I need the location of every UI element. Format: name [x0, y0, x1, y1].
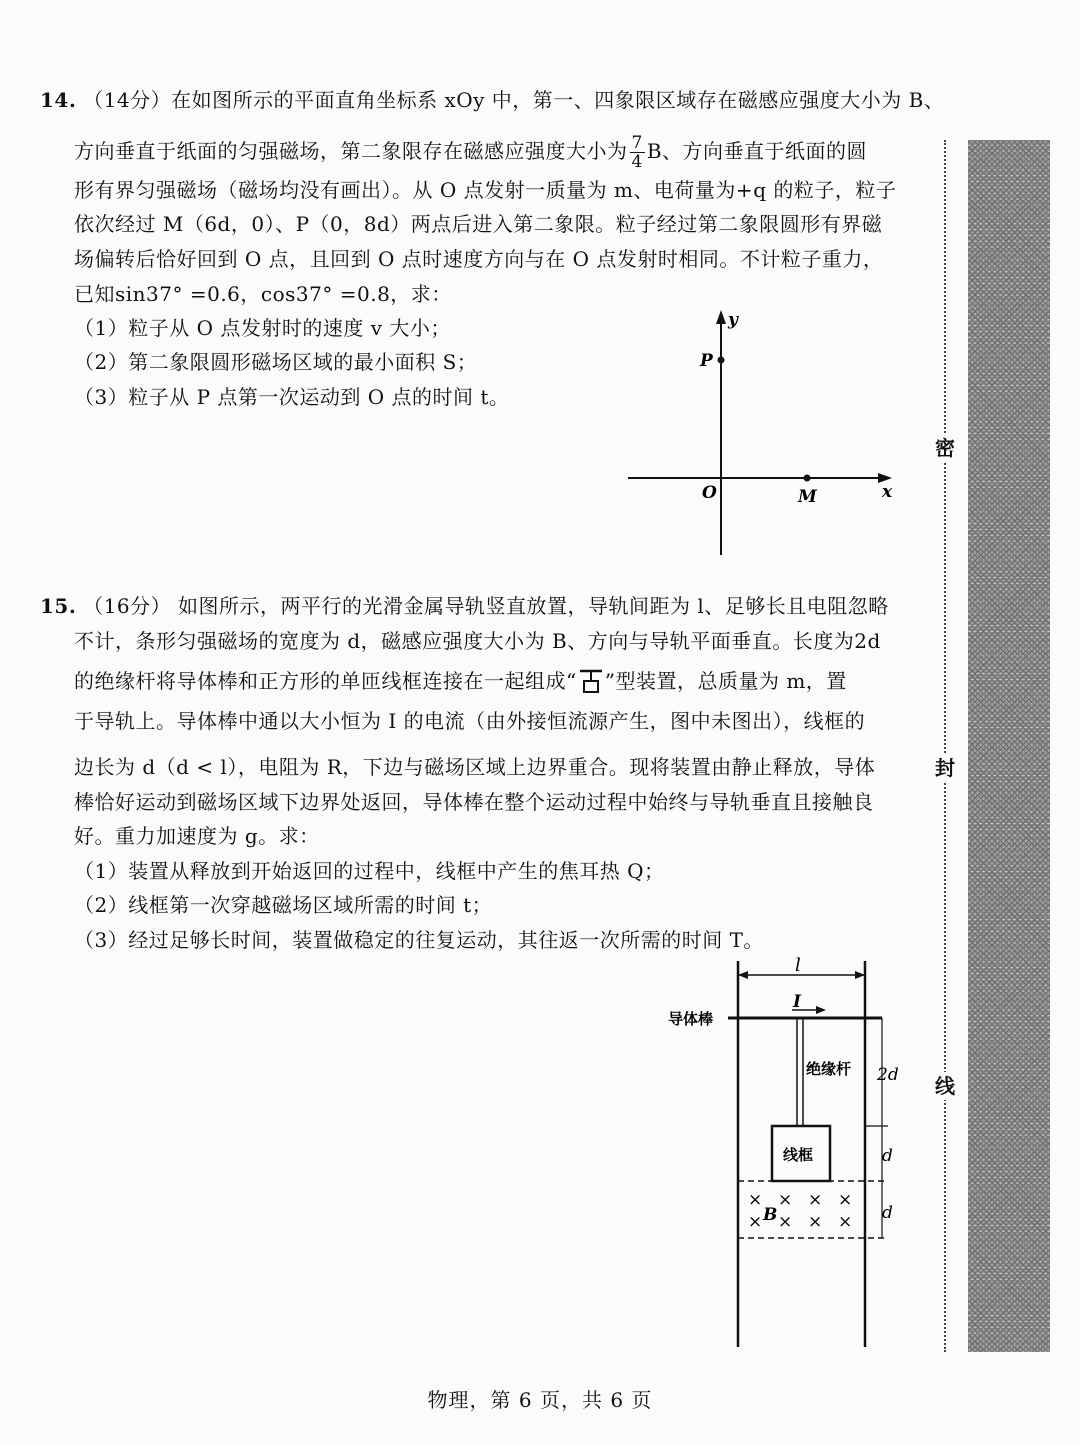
frame-d-label: d [882, 1146, 893, 1166]
rod-label: 导体棒 [668, 1010, 714, 1028]
l-label: l [795, 955, 801, 976]
q14-text-2a: 方向垂直于纸面的匀强磁场，第二象限存在磁感应强度大小为 [74, 139, 628, 163]
q15-line-3 [74, 666, 847, 695]
q15-number: 15. [40, 594, 77, 618]
seal-char-mi: 密 [935, 436, 955, 460]
q15-rail-figure [660, 955, 920, 1355]
page-footer: 物理，第 6 页，共 6 页 [427, 1388, 653, 1412]
field-cross: × [838, 1212, 853, 1232]
q14-points: （14分） [83, 88, 172, 112]
q14-line-5: 场偏转后恰好回到 O 点，且回到 O 点时速度方向与在 O 点发射时相同。不计粒子重力， [74, 247, 884, 271]
q15-points: （16分） [83, 594, 172, 618]
q14-sub-2: （2）第二象限圆形磁场区域的最小面积 S； [74, 350, 478, 374]
q15-line-7: 好。重力加速度为 g。求： [74, 824, 320, 848]
field-cross: × [778, 1212, 793, 1232]
p-label: P [700, 351, 713, 371]
q14-text-1: 在如图所示的平面直角坐标系 xOy 中，第一、四象限区域存在磁感应强度大小为 B、 [171, 88, 945, 112]
q15-line-2: 不计，条形匀强磁场的宽度为 d，磁感应强度大小为 B、方向与导轨平面垂直。长度为2d [74, 629, 881, 653]
current-label: I [793, 992, 801, 1012]
field-cross: × [748, 1212, 763, 1232]
field-cross: × [808, 1212, 823, 1232]
q15-sub-1: （1）装置从释放到开始返回的过程中，线框中产生的焦耳热 Q； [74, 859, 665, 883]
field-d-label: d [882, 1203, 893, 1223]
origin-label: O [702, 483, 717, 503]
binding-margin-pattern [968, 140, 1050, 1352]
y-axis-label: y [728, 310, 738, 330]
two-d-label: 2d [877, 1065, 899, 1085]
field-cross: × [838, 1190, 853, 1210]
seal-char-xian: 线 [935, 1074, 955, 1098]
q14-sub-1: （1）粒子从 O 点发射时的速度 v 大小； [74, 316, 451, 340]
field-b-label: B [763, 1205, 778, 1225]
fraction-7-4 [630, 134, 645, 171]
q15-text-3a: 的绝缘杆将导体棒和正方形的单匝线框连接在一起组成“ [74, 669, 577, 693]
q15-line-5: 边长为 d（d < l），电阻为 R，下边与磁场区域上边界重合。现将装置由静止释放，导体 [74, 755, 876, 779]
q14-line-2 [74, 134, 867, 171]
seal-char-feng: 封 [935, 756, 955, 780]
fraction-denominator: 4 [631, 152, 643, 172]
l-arrow-right-icon [855, 971, 865, 979]
y-axis-arrow-icon [716, 310, 726, 324]
q14-text-2b: B、方向垂直于纸面的圆 [646, 139, 868, 163]
q14-number: 14. [40, 88, 77, 112]
q14-line-4: 依次经过 M（6d，0）、P（0，8d）两点后进入第二象限。粒子经过第二象限圆形有界磁 [74, 212, 883, 236]
q15-text-3b: ”型装置，总质量为 m，置 [604, 669, 847, 693]
q15-line-6: 棒恰好运动到磁场区域下边界处返回，导体棒在整个运动过程中始终与导轨垂直且接触良 [74, 790, 874, 814]
seal-dotted-line [944, 140, 946, 1352]
frame-label: 线框 [783, 1146, 814, 1164]
q14-line-1 [40, 86, 944, 114]
q15-line-4: 于导轨上。导体棒中通以大小恒为 I 的电流（由外接恒流源产生，图中未图出），线框的 [74, 709, 866, 733]
point-p [718, 357, 725, 364]
q15-sub-3: （3）经过足够长时间，装置做稳定的往复运动，其往返一次所需的时间 T。 [74, 928, 764, 952]
device-shape-icon [577, 666, 605, 694]
q14-coordinate-figure [620, 300, 920, 560]
field-cross: × [808, 1190, 823, 1210]
fraction-numerator: 7 [631, 133, 643, 153]
q14-sub-3: （3）粒子从 P 点第一次运动到 O 点的时间 t。 [74, 385, 510, 409]
bar-label: 绝缘杆 [806, 1060, 852, 1078]
x-axis-label: x [882, 482, 893, 502]
l-arrow-left-icon [738, 971, 748, 979]
field-cross: × [748, 1190, 763, 1210]
m-label: M [798, 487, 817, 507]
q15-sub-2: （2）线框第一次穿越磁场区域所需的时间 t； [74, 893, 493, 917]
q14-line-6: 已知sin37° =0.6，cos37° =0.8，求： [74, 282, 452, 306]
q15-text-1: 如图所示，两平行的光滑金属导轨竖直放置，导轨间距为 l、足够长且电阻忽略 [177, 594, 889, 618]
q14-line-3: 形有界匀强磁场（磁场均没有画出）。从 O 点发射一质量为 m、电荷量为+q 的粒子，粒子 [74, 178, 897, 202]
point-m [804, 475, 811, 482]
current-arrow-icon [816, 1006, 826, 1014]
q15-line-1 [40, 592, 889, 620]
field-cross: × [778, 1190, 793, 1210]
